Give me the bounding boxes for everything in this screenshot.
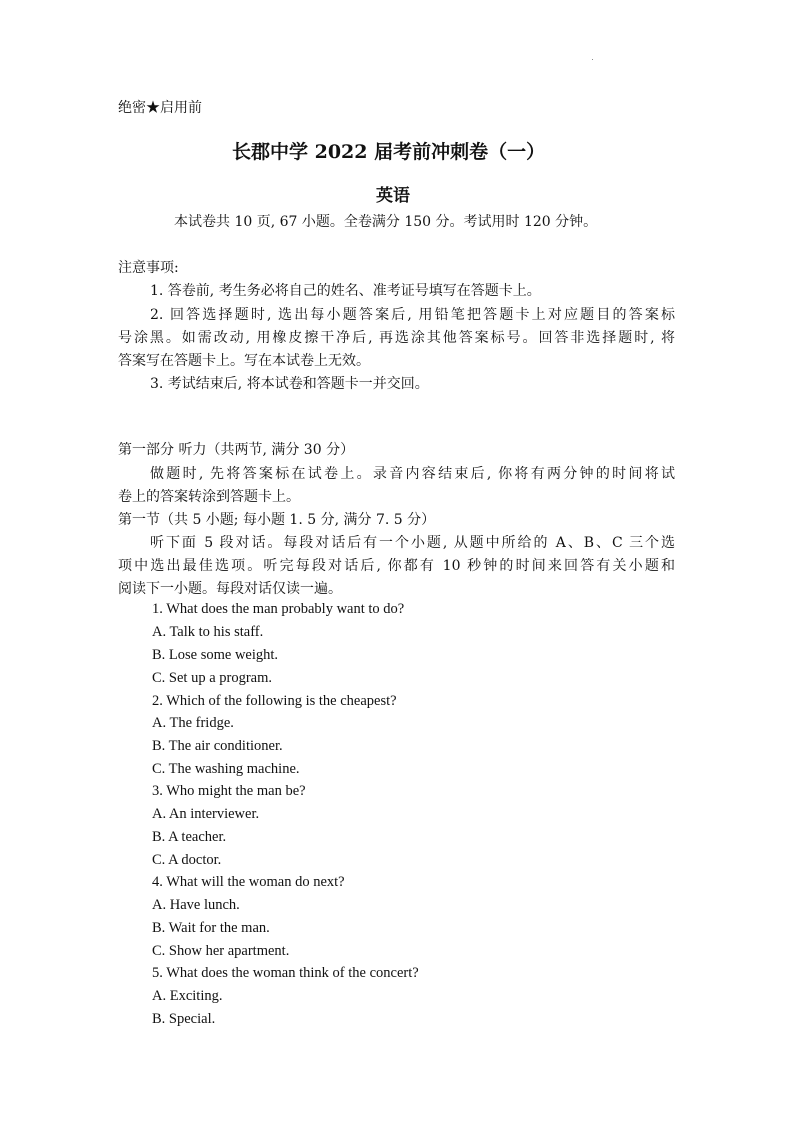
note-item-2-line-2: 号涂黑。如需改动, 用橡皮擦干净后, 再选涂其他答案标号。回答非选择题时, 将 <box>118 330 675 346</box>
part1-intro-line-2: 卷上的答案转涂到答题卡上。 <box>118 489 300 505</box>
question-4-option-b: B. Wait for the man. <box>152 920 270 936</box>
question-4-option-c: C. Show her apartment. <box>152 943 290 959</box>
note-item-2-line-3: 答案写在答题卡上。写在本试卷上无效。 <box>118 353 370 369</box>
section1-line-2: 项中选出最佳选项。听完每段对话后, 你都有 10 秒钟的时间来回答有关小题和 <box>118 558 675 574</box>
question-1-stem: 1. What does the man probably want to do? <box>152 601 405 617</box>
exam-title: 长郡中学 2022 届考前冲刺卷（一） <box>232 141 546 163</box>
note-item-3: 3. 考试结束后, 将本试卷和答题卡一并交回。 <box>150 376 429 392</box>
part1-intro-line-1: 做题时, 先将答案标在试卷上。录音内容结束后, 你将有两分钟的时间将试 <box>150 466 675 482</box>
question-5-stem: 5. What does the woman think of the concert? <box>152 965 419 981</box>
exam-info: 本试卷共 10 页, 67 小题。全卷满分 150 分。考试用时 120 分钟。 <box>174 214 598 230</box>
question-4-option-a: A. Have lunch. <box>152 897 240 913</box>
question-3-option-c: C. A doctor. <box>152 852 222 868</box>
note-item-2-line-1: 2. 回答选择题时, 选出每小题答案后, 用铅笔把答题卡上对应题目的答案标 <box>150 307 675 323</box>
scan-speck <box>592 59 593 60</box>
section1-line-1: 听下面 5 段对话。每段对话后有一个小题, 从题中所给的 A、B、C 三个选 <box>150 535 675 551</box>
question-5-option-b: B. Special. <box>152 1011 216 1027</box>
section1-line-3: 阅读下一小题。每段对话仅读一遍。 <box>118 581 342 597</box>
confidential-label: 绝密★启用前 <box>118 100 202 116</box>
question-4-stem: 4. What will the woman do next? <box>152 874 345 890</box>
question-5-option-a: A. Exciting. <box>152 988 223 1004</box>
note-item-1: 1. 答卷前, 考生务必将自己的姓名、准考证号填写在答题卡上。 <box>150 283 541 299</box>
question-3-stem: 3. Who might the man be? <box>152 783 306 799</box>
question-2-option-b: B. The air conditioner. <box>152 738 283 754</box>
question-3-option-a: A. An interviewer. <box>152 806 260 822</box>
notes-heading: 注意事项: <box>118 260 179 276</box>
question-3-option-b: B. A teacher. <box>152 829 227 845</box>
question-2-option-c: C. The washing machine. <box>152 761 300 777</box>
subject-title: 英语 <box>376 186 410 206</box>
question-2-option-a: A. The fridge. <box>152 715 234 731</box>
question-2-stem: 2. Which of the following is the cheapest? <box>152 693 397 709</box>
part1-heading: 第一部分 听力（共两节, 满分 30 分） <box>118 442 355 458</box>
question-1-option-c: C. Set up a program. <box>152 670 273 686</box>
question-1-option-a: A. Talk to his staff. <box>152 624 264 640</box>
section1-heading: 第一节（共 5 小题; 每小题 1. 5 分, 满分 7. 5 分） <box>118 512 436 528</box>
question-1-option-b: B. Lose some weight. <box>152 647 279 663</box>
